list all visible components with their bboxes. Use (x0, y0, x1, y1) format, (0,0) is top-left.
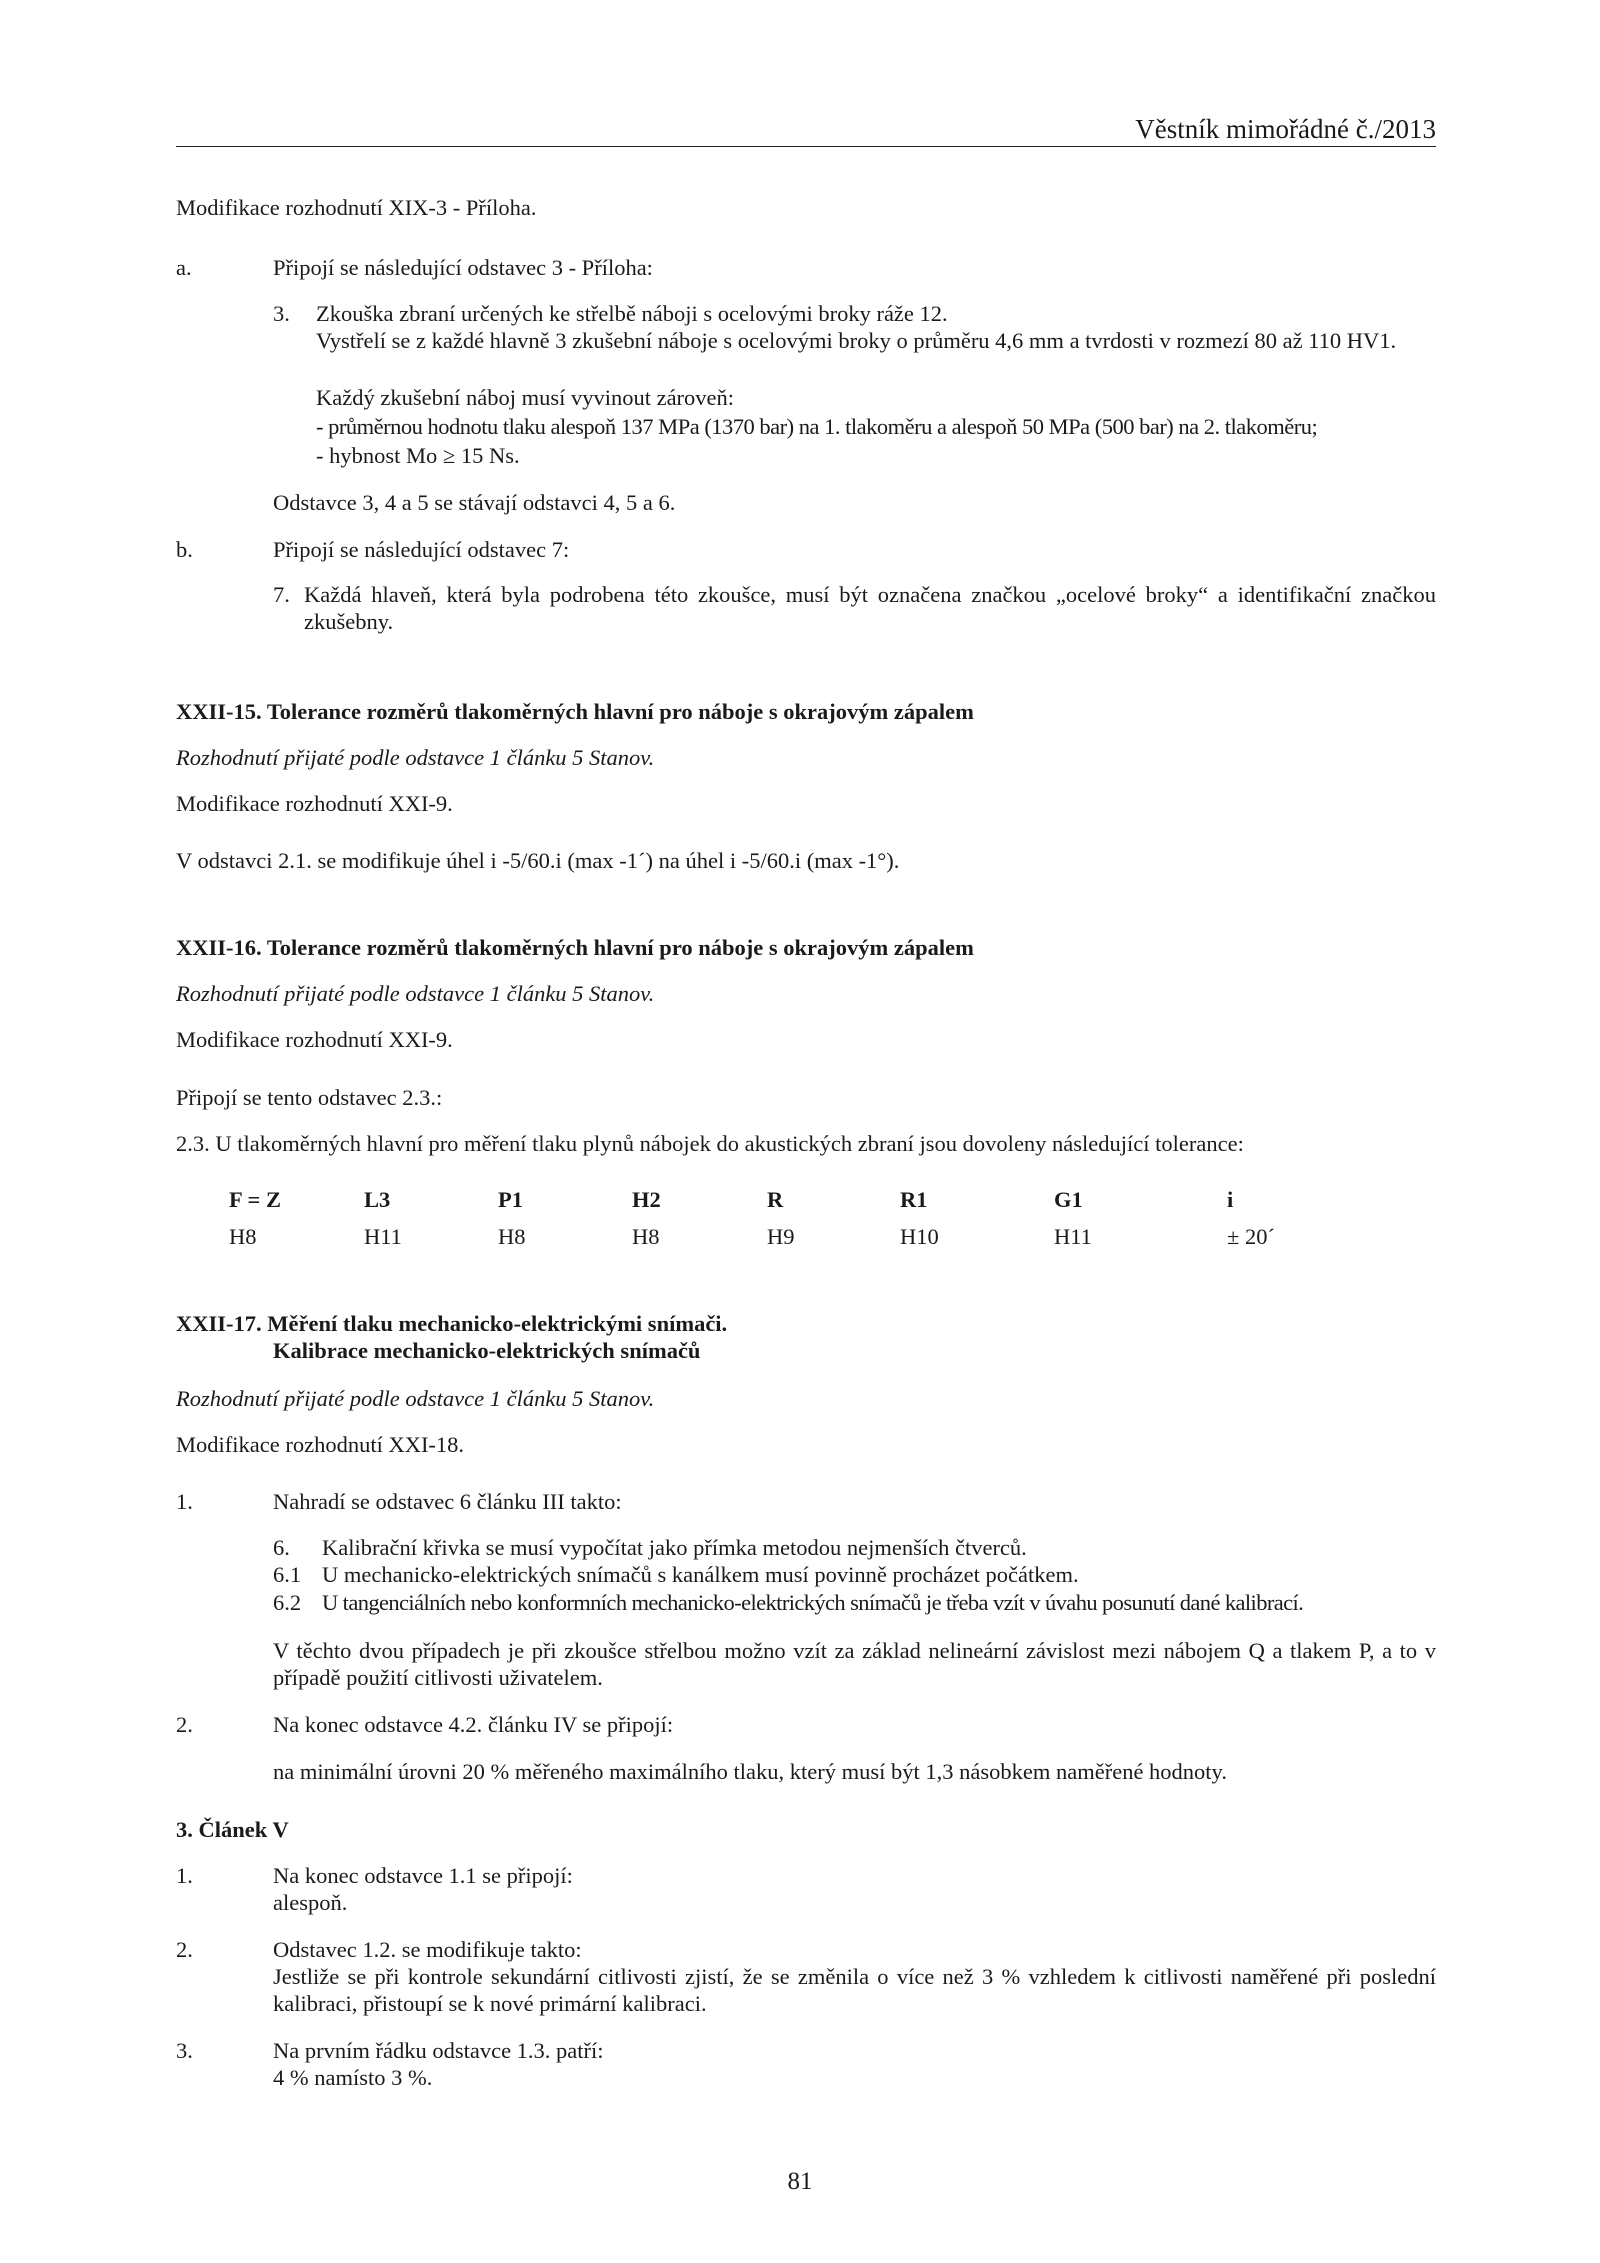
item-1-text: Nahradí se odstavec 6 článku III takto: (273, 1489, 622, 1514)
section-heading-xxii-16: XXII-16. Tolerance rozměrů tlakoměrných hlavní pro náboje s okrajovým zápalem (176, 935, 974, 960)
table-value-cell: H11 (364, 1224, 402, 1249)
paragraph-6-2-number: 6.2 (273, 1590, 302, 1615)
item-text-a: Připojí se následující odstavec 3 - Příloha: (273, 255, 653, 280)
modification-intro: Modifikace rozhodnutí XIX-3 - Příloha. (176, 195, 537, 220)
article-item-3-addition: 4 % namísto 3 %. (273, 2065, 433, 2090)
article-heading: 3. Článek V (176, 1817, 289, 1842)
table-header-cell: F = Z (229, 1187, 281, 1212)
renumbering-note: Odstavce 3, 4 a 5 se stávají odstavci 4, 5 a 6. (273, 490, 676, 515)
page-number: 81 (787, 2168, 813, 2195)
paragraph-6-text: Kalibrační křivka se musí vypočítat jako přímka metodou nejmenších čtverců. (322, 1535, 1027, 1560)
modification-note-xxii-15: Modifikace rozhodnutí XXI-9. (176, 791, 453, 816)
article-item-1-number: 1. (176, 1863, 193, 1888)
item-2-text: Na konec odstavce 4.2. článku IV se připojí: (273, 1712, 674, 1737)
modification-note-xxii-16: Modifikace rozhodnutí XXI-9. (176, 1027, 453, 1052)
paragraph-3-bullet-momentum: - hybnost Mo ≥ 15 Ns. (316, 443, 520, 468)
article-item-2-number: 2. (176, 1937, 193, 1962)
item-text-b: Připojí se následující odstavec 7: (273, 537, 570, 562)
table-header-cell: L3 (364, 1187, 391, 1212)
item-2-addition: na minimální úrovni 20 % měřeného maximálního tlaku, který musí být 1,3 násobkem naměřené hodnoty. (273, 1759, 1227, 1784)
section-heading-xxii-15: XXII-15. Tolerance rozměrů tlakoměrných hlavní pro náboje s okrajovým zápalem (176, 699, 974, 724)
header-title: Věstník mimořádné č./2013 (1135, 114, 1436, 144)
table-header-cell: P1 (498, 1187, 523, 1212)
item-label-b: b. (176, 537, 193, 562)
modification-note-xxii-17: Modifikace rozhodnutí XXI-18. (176, 1432, 465, 1457)
table-value-cell: H10 (900, 1224, 939, 1249)
paragraph-2-3-text: 2.3. U tlakoměrných hlavní pro měření tlaku plynů nábojek do akustických zbraní jsou dovoleny následující tolerance: (176, 1131, 1244, 1156)
paragraph-3-text: Vystřelí se z každé hlavně 3 zkušební náboje s ocelovými broky o průměru 4,6 mm a tvrdosti v rozmezí 80 až 110 HV1. (316, 328, 1397, 353)
article-item-1-addition: alespoň. (273, 1890, 348, 1915)
item-1-number: 1. (176, 1489, 193, 1514)
article-item-2-addition: Jestliže se při kontrole sekundární citlivosti zjistí, že se změnila o více než 3 % vzhledem k citlivosti naměřené při poslední kalibraci, přistoupí se k nové primární kalibraci. (273, 1964, 1436, 2016)
article-item-1-text: Na konec odstavce 1.1 se připojí: (273, 1863, 573, 1888)
section-heading-xxii-17: XXII-17. Měření tlaku mechanicko-elektrickými snímači. (176, 1311, 728, 1336)
table-header-cell: R1 (900, 1187, 928, 1212)
table-value-cell: H8 (229, 1224, 257, 1249)
paragraph-6-1-text: U mechanicko-elektrických snímačů s kanálkem musí povinně procházet počátkem. (322, 1562, 1079, 1587)
table-header-cell: R (767, 1187, 784, 1212)
table-value-cell: H9 (767, 1224, 795, 1249)
table-value-cell: H8 (498, 1224, 526, 1249)
paragraph-3-number: 3. (273, 301, 290, 326)
paragraph-6-2-text: U tangenciálních nebo konformních mechanicko-elektrických snímačů je třeba vzít v úvahu posunutí dané kalibrací. (322, 1590, 1304, 1615)
decision-note-xxii-16: Rozhodnutí přijaté podle odstavce 1 článku 5 Stanov. (176, 981, 655, 1006)
paragraph-3-bullet-pressure: - průměrnou hodnotu tlaku alespoň 137 MPa (1370 bar) na 1. tlakoměru a alespoň 50 MPa (500 bar) na 2. tlakoměru; (316, 414, 1318, 439)
paragraph-7-number: 7. (273, 582, 290, 607)
table-value-cell: H11 (1054, 1224, 1092, 1249)
paragraph-6-1-number: 6.1 (273, 1562, 302, 1587)
running-header (176, 112, 1436, 147)
table-value-cell: ± 20´ (1227, 1224, 1275, 1249)
decision-note-xxii-17: Rozhodnutí přijaté podle odstavce 1 článku 5 Stanov. (176, 1386, 655, 1411)
item-label-a: a. (176, 255, 192, 280)
article-item-3-text: Na prvním řádku odstavce 1.3. patří: (273, 2038, 604, 2063)
item-2-number: 2. (176, 1712, 193, 1737)
paragraph-7-text: Každá hlaveň, která byla podrobena této zkoušce, musí být označena značkou „ocelové broky“ a identifikační značkou zkušebny. (304, 582, 1436, 634)
article-item-2-text: Odstavec 1.2. se modifikuje takto: (273, 1937, 582, 1962)
paragraph-6-number: 6. (273, 1535, 290, 1560)
paragraph-3-requirement: Každý zkušební náboj musí vyvinout zároveň: (316, 385, 735, 410)
table-header-cell: G1 (1054, 1187, 1083, 1212)
table-value-cell: H8 (632, 1224, 660, 1249)
paragraph-3-title: Zkouška zbraní určených ke střelbě náboji s ocelovými broky ráže 12. (316, 301, 948, 326)
article-item-3-number: 3. (176, 2038, 193, 2063)
section-subheading-xxii-17: Kalibrace mechanicko-elektrických snímačů (273, 1338, 701, 1363)
decision-note-xxii-15: Rozhodnutí přijaté podle odstavce 1 článku 5 Stanov. (176, 745, 655, 770)
nonlinear-cases-text: V těchto dvou případech je při zkoušce střelbou možno vzít za základ nelineární závislost mezi nábojem Q a tlakem P, a to v případě použití citlivosti uživatelem. (273, 1638, 1436, 1690)
modification-text-xxii-15: V odstavci 2.1. se modifikuje úhel i -5/60.i (max -1´) na úhel i -5/60.i (max -1°). (176, 848, 900, 873)
table-header-cell: i (1227, 1187, 1234, 1212)
table-header-cell: H2 (632, 1187, 661, 1212)
add-paragraph-note: Připojí se tento odstavec 2.3.: (176, 1085, 443, 1110)
